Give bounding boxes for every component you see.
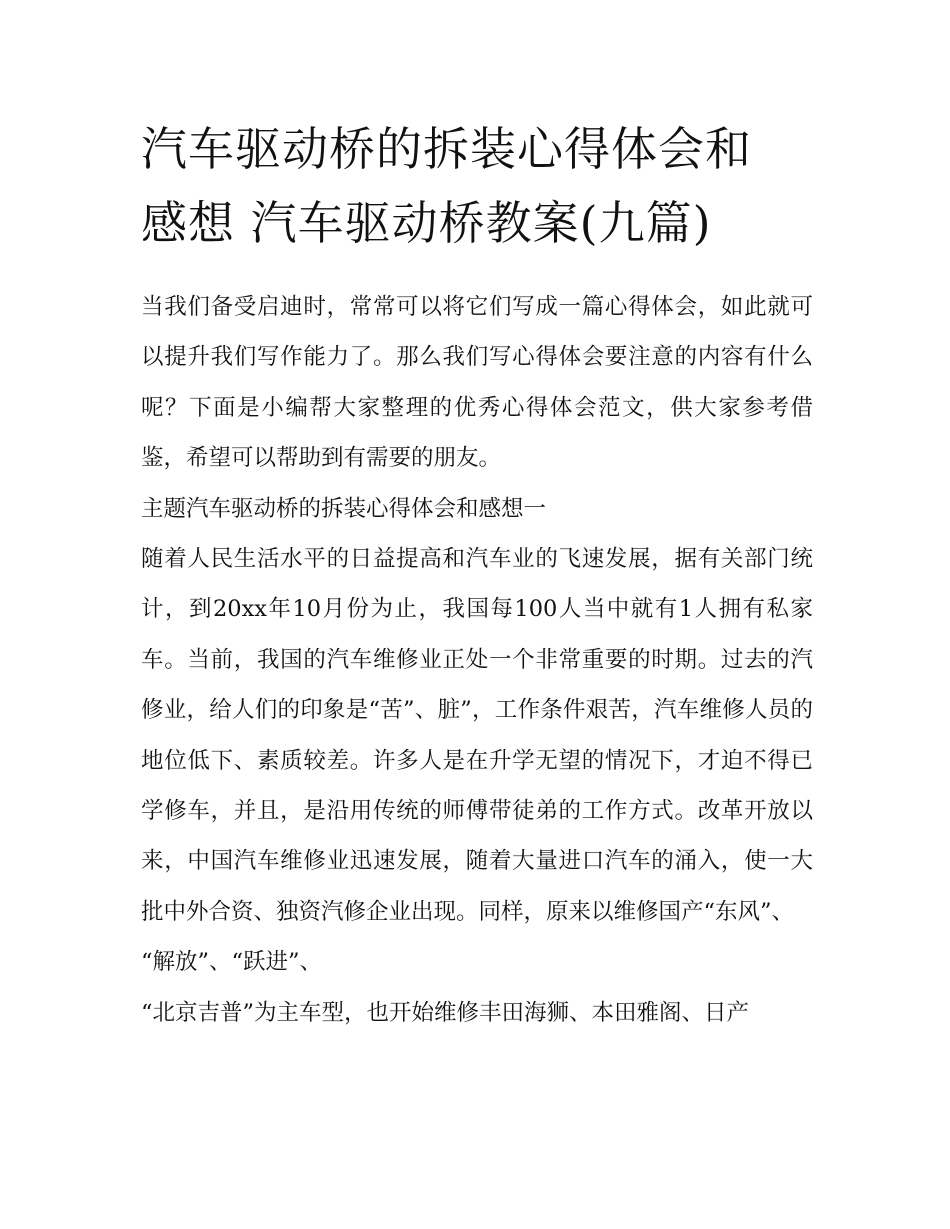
section-heading: 主题汽车驱动桥的拆装心得体会和感想一 [141,495,547,522]
body-paragraph-line-3: “北京吉普”为主车型，也开始维修丰田海狮、本田雅阁、日产 [141,999,750,1026]
body-paragraph-line-2: “解放”、“跃进”、 [141,949,323,976]
document-content [141,112,813,1038]
document-title [141,112,813,260]
title-line-1: 汽车驱动桥的拆装心得体会和 [141,122,752,176]
intro-paragraph: 当我们备受启迪时，常常可以将它们写成一篇心得体会，如此就可以提升我们写作能力了。那么我们写心得体会要注意的内容有什么呢？下面是小编帮大家整理的优秀心得体会范文，供大家参考借鉴，希望可以帮助到有需要的朋友。 [141,294,813,472]
title-line-2: 感想 汽车驱动桥教案(九篇) [141,196,712,250]
body-paragraph: 随着人民生活水平的日益提高和汽车业的飞速发展，据有关部门统计，到20xx年10月份为止，我国每100人当中就有1人拥有私家车。当前，我国的汽车维修业正处一个非常重要的时期。过去的汽修业，给人们的印象是“苦”、脏”，工作条件艰苦，汽车维修人员的地位低下、素质较差。许多人是在升学无望的情况下，才迫不得已学修车，并且，是沿用传统的师傅带徒弟的工作方式。改革开放以来，中国汽车维修业迅速发展，随着大量进口汽车的涌入，使一大批中外合资、独资汽修企业出现。同样，原来以维修国产“东风”、 [141,546,813,925]
